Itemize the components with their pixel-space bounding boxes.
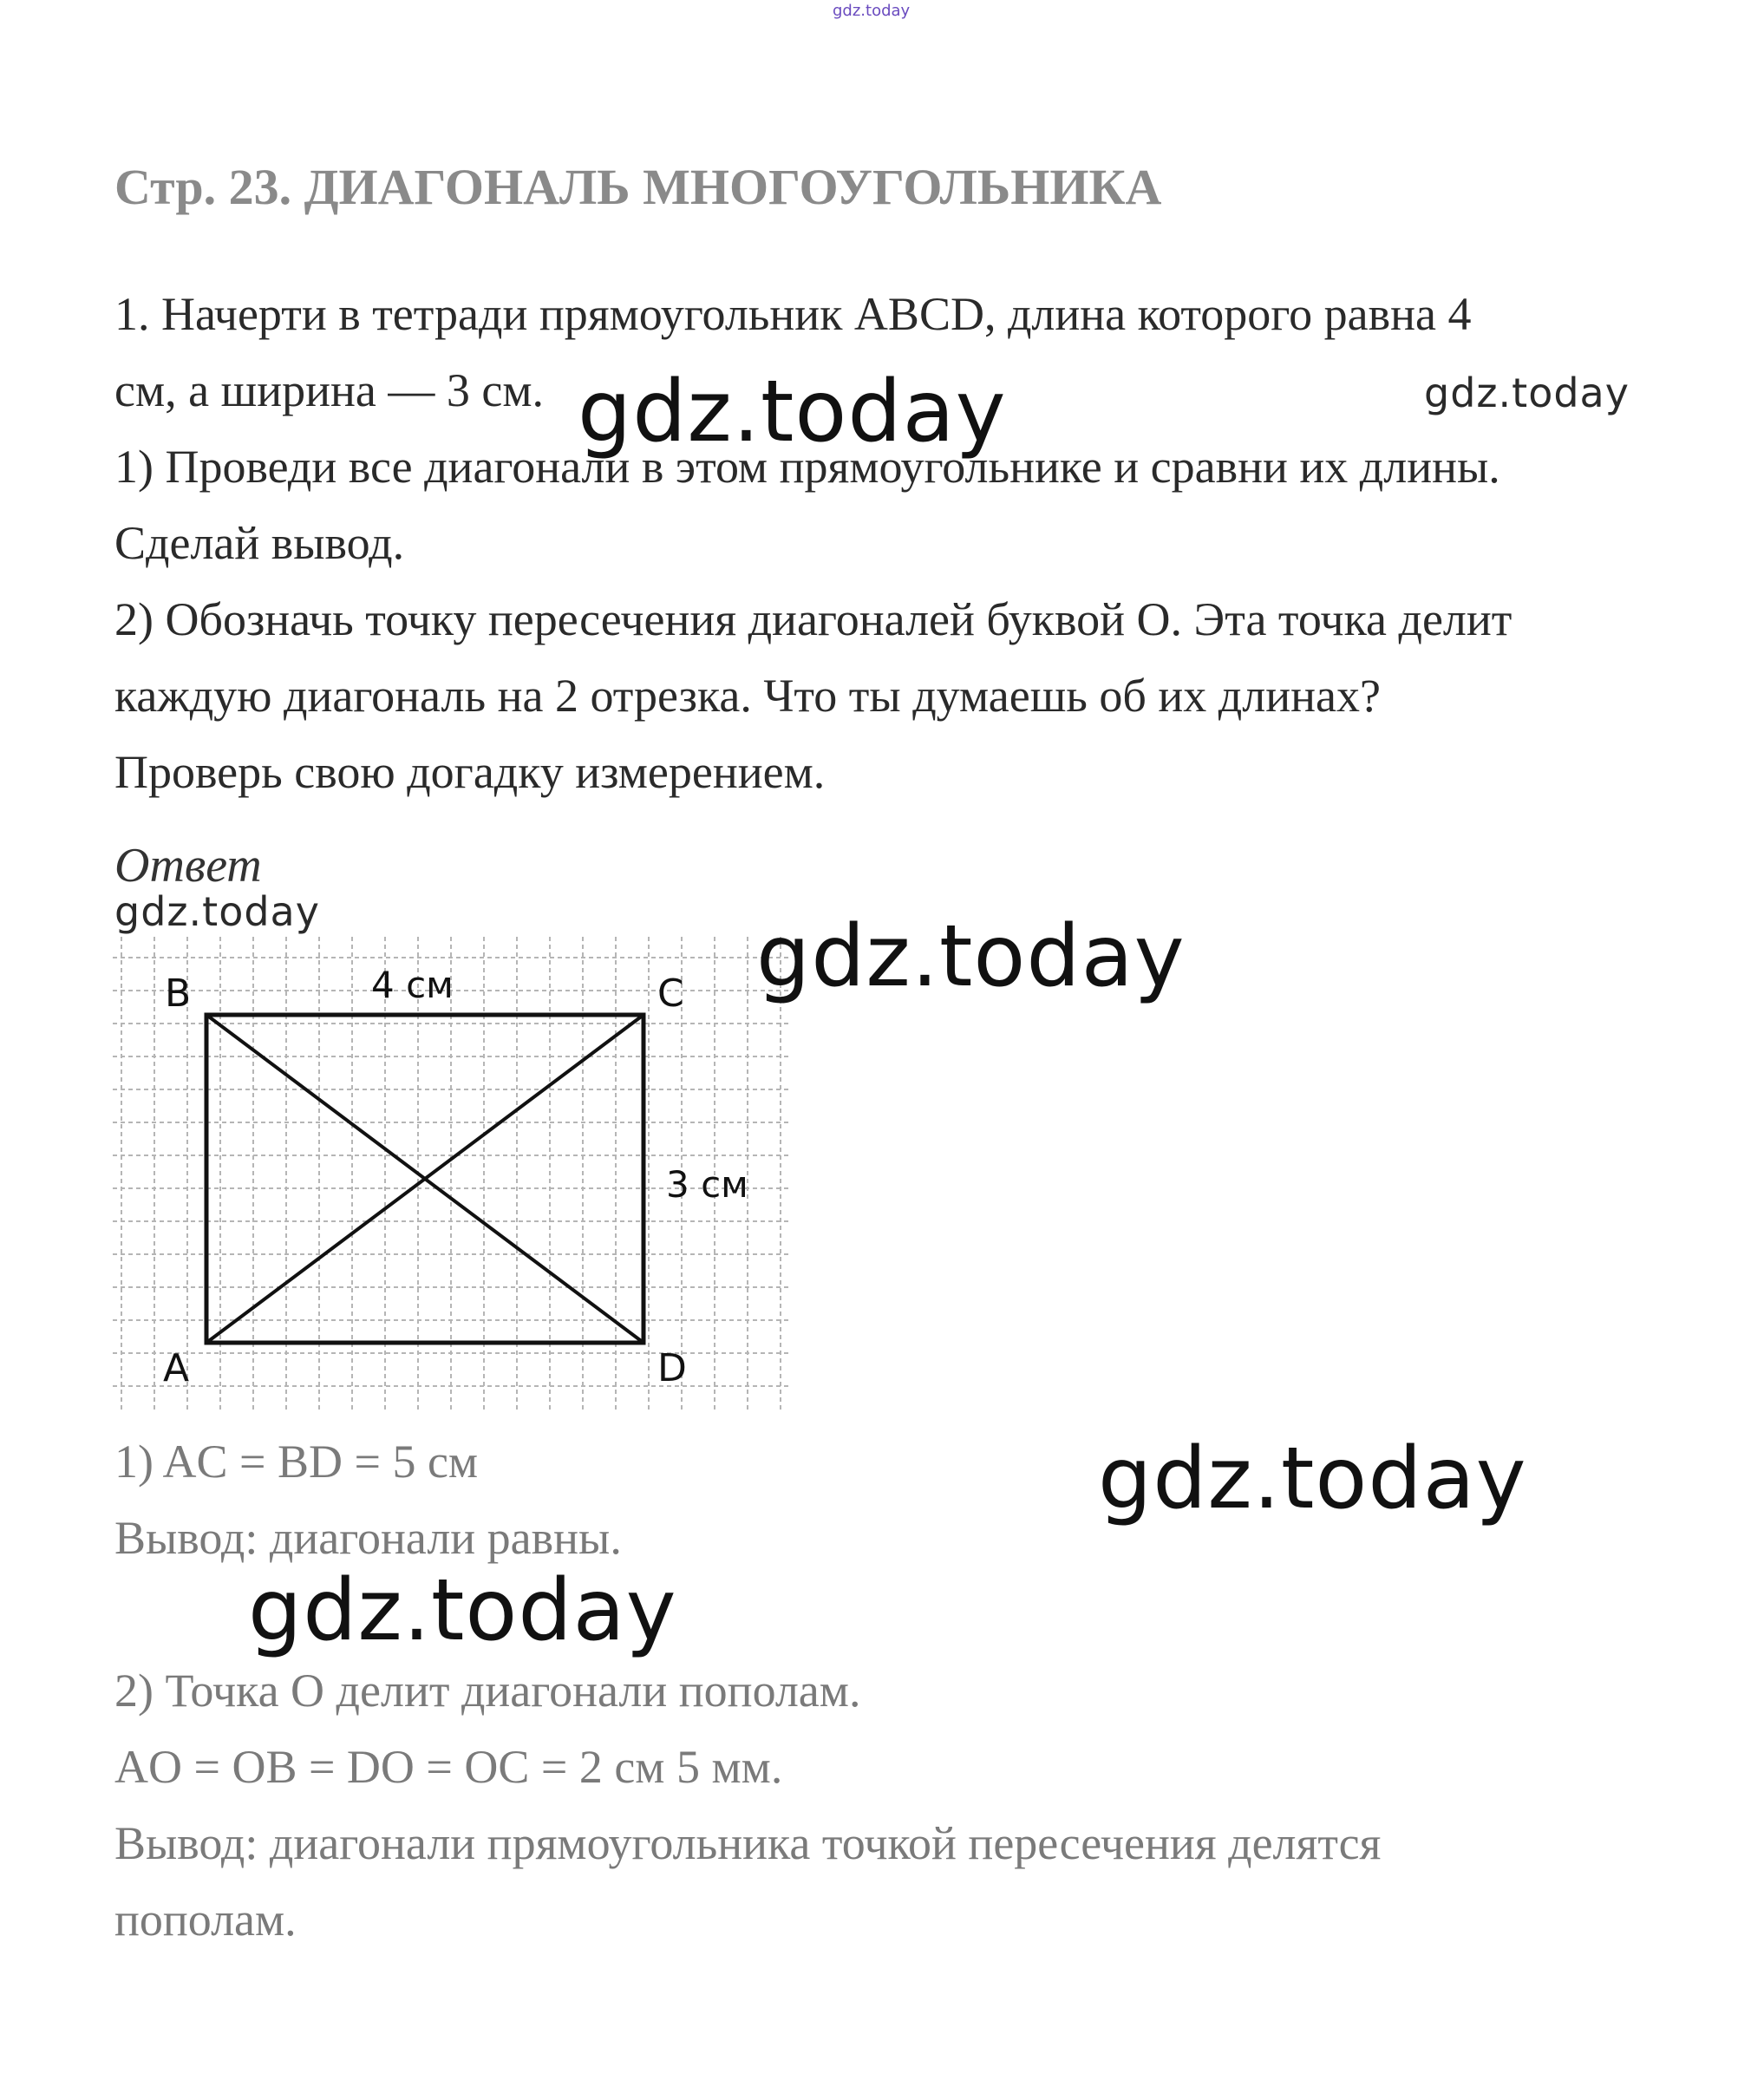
answer-line: 1) AC = BD = 5 см: [114, 1436, 479, 1488]
answer-line: Вывод: диагонали прямоугольника точкой пересечения делятся: [114, 1817, 1382, 1869]
watermark: gdz.today: [1098, 1429, 1527, 1528]
vertex-label-a: A: [163, 1346, 190, 1390]
task-text: [114, 276, 1658, 810]
task-line: 1) Проведи все диагонали в этом прямоугольнике и сравни их длины.: [114, 441, 1500, 493]
watermark: gdz.today: [578, 363, 1007, 461]
header-watermark: gdz.today: [833, 2, 911, 20]
vertex-label-b: B: [165, 971, 192, 1016]
watermark: gdz.today: [756, 907, 1186, 1006]
answer-line: 2) Точка O делит диагонали пополам.: [114, 1665, 861, 1717]
task-line: каждую диагональ на 2 отрезка. Что ты думаешь об их длинах?: [114, 670, 1381, 722]
answer-line: AO = OB = DO = OC = 2 см 5 мм.: [114, 1741, 783, 1793]
watermark: gdz.today: [114, 888, 320, 935]
task-line: 2) Обозначь точку пересечения диагоналей буквой О. Эта точка делит: [114, 593, 1512, 645]
task-line: Сделай вывод.: [114, 517, 405, 569]
rectangle-figure: [113, 937, 807, 1423]
vertex-label-c: C: [657, 971, 684, 1016]
task-line: Проверь свою догадку измерением.: [114, 746, 826, 798]
answer-label: Ответ: [114, 839, 262, 893]
width-label: 3 см: [666, 1163, 748, 1206]
page-title: Стр. 23. ДИАГОНАЛЬ МНОГОУГОЛЬНИКА: [114, 159, 1162, 215]
vertex-label-d: D: [657, 1346, 687, 1390]
watermark: gdz.today: [1424, 370, 1630, 416]
task-line: 1. Начерти в тетради прямоугольник ABCD, длина которого равна 4: [114, 288, 1472, 340]
answer-line: Вывод: диагонали равны.: [114, 1512, 622, 1564]
task-line: см, а ширина — 3 см.: [114, 364, 544, 416]
watermark: gdz.today: [248, 1561, 677, 1660]
length-label: 4 см: [371, 964, 454, 1006]
answer-line: пополам.: [114, 1894, 297, 1946]
